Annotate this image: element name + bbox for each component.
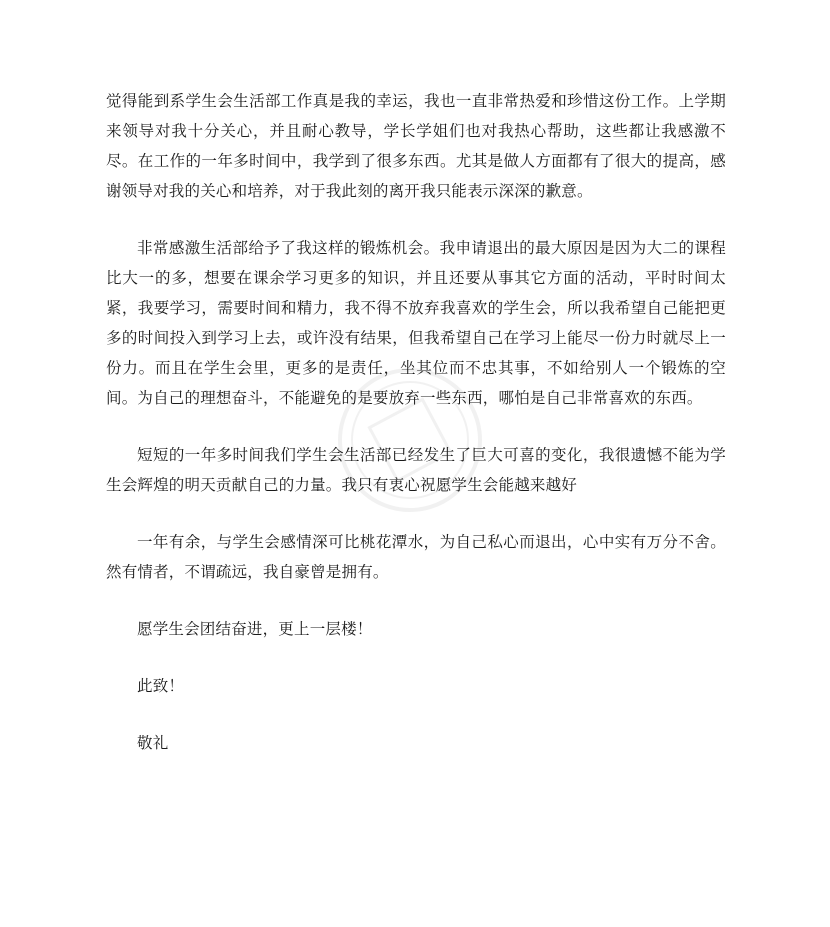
closing-regards: 敬礼: [137, 734, 169, 752]
paragraph-reason: 非常感激生活部给予了我这样的锻炼机会。我申请退出的最大原因是因为大二的课程比大一的多，想要在课余学习更多的知识，并且还要从事其它方面的活动，平时时间太紧，我要学习，需要时间和精力，我不得不放弃我喜欢的学生会，所以我希望自己能把更多的时间投入到学习上去，或许没有结果，但我希望自己在学习上能尽一份力时就尽上一份力。而且在学生会里，更多的是责任，坐其位而不忠其事，不如给别人一个锻炼的空间。为自己的理想奋斗，不能避免的是要放弃一些东西，哪怕是自己非常喜欢的东西。: [106, 239, 726, 407]
closing-salutation: 此致！: [137, 677, 185, 695]
paragraph-farewell: 一年有余，与学生会感情深可比桃花潭水，为自己私心而退出，心中实有万分不舍。然有情者，不谓疏远，我自豪曾是拥有。: [106, 533, 726, 581]
paragraph-blessing: 愿学生会团结奋进，更上一层楼！: [137, 620, 373, 638]
paragraph-wishes: 短短的一年多时间我们学生会生活部已经发生了巨大可喜的变化，我很遗憾不能为学生会辉煌的明天贡献自己的力量。我只有衷心祝愿学生会能越来越好: [106, 446, 726, 494]
document-body: [106, 86, 726, 758]
paragraph-gratitude: 觉得能到系学生会生活部工作真是我的幸运，我也一直非常热爱和珍惜这份工作。上学期来领导对我十分关心，并且耐心教导，学长学姐们也对我热心帮助，这些都让我感激不尽。在工作的一年多时间中，我学到了很多东西。尤其是做人方面都有了很大的提高，感谢领导对我的关心和培养，对于我此刻的离开我只能表示深深的歉意。: [106, 92, 726, 200]
